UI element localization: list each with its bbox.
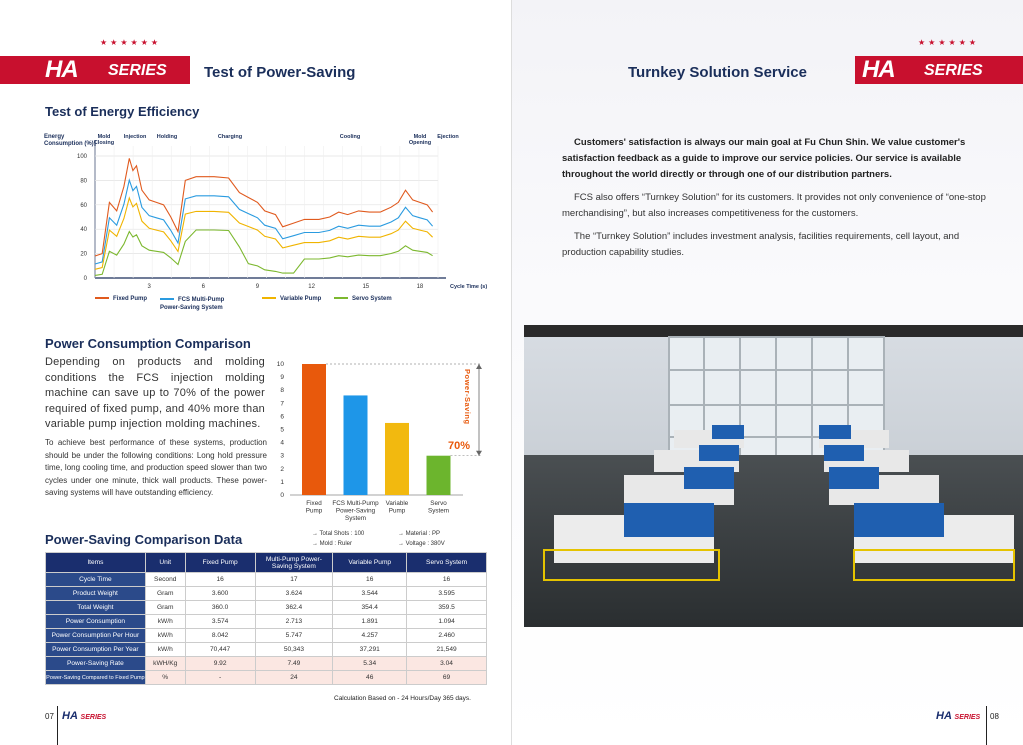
- bar-ytick: 6: [280, 413, 284, 421]
- legend-fcs: [160, 296, 240, 312]
- table-row: [46, 587, 487, 601]
- energy-ytick: 80: [80, 178, 87, 185]
- table-cell: 16: [185, 573, 255, 587]
- table-cell: Gram: [145, 587, 185, 601]
- stars-decoration-right: ★★★★★★: [918, 38, 980, 47]
- table-cell: 17: [255, 573, 333, 587]
- right-para-1: Customers' satisfaction is always our main goal at Fu Chun Shin. We value customer's satisfaction feedback as a guide to improve our service policies. Our service is available throughout the world directly or through one of our distribution partners.: [562, 137, 966, 180]
- footer-logo-ha-left: HA: [62, 710, 78, 722]
- table-cell: 4.257: [333, 629, 407, 643]
- energy-ytick: 20: [80, 251, 87, 258]
- right-page-title: Turnkey Solution Service: [628, 64, 807, 81]
- table-cell: Second: [145, 573, 185, 587]
- energy-efficiency-chart: [40, 128, 500, 313]
- power-para-1: Depending on products and molding conditions the FCS injection molding machine can save up to 70% of the power required of fixed pump, and 40% more than variable pump injection molding machines.: [45, 356, 265, 430]
- energy-phase-label-2: Opening: [408, 140, 432, 146]
- note-mold: → Mold : Ruler: [312, 541, 353, 547]
- energy-ytick: 0: [83, 276, 87, 282]
- table-row-label: Power Consumption: [46, 615, 146, 629]
- bar-category-label: System: [345, 515, 366, 522]
- energy-ytick: 100: [76, 154, 87, 160]
- energy-ytick: 40: [80, 227, 87, 234]
- bar-ytick: 4: [280, 439, 284, 447]
- table-row-label: Power Consumption Per Hour: [46, 629, 146, 643]
- table-cell: 1.094: [407, 615, 487, 629]
- table-cell: 3.600: [185, 587, 255, 601]
- energy-phase-label-2: Closing: [93, 140, 115, 146]
- energy-series-line: [95, 198, 433, 269]
- energy-phase-label: Cooling: [339, 134, 361, 140]
- legend-fcs-label: FCS Multi-Pump Power-Saving System: [160, 297, 225, 311]
- energy-xtick: 3: [147, 284, 151, 290]
- bar-annotation-label: Power-Saving: [463, 369, 472, 425]
- right-para-3: The “Turnkey Solution” includes investment analysis, facilities requirements, cell layout, and production capability studies.: [562, 231, 960, 258]
- legend-swatch-servo: [334, 297, 348, 299]
- table-cell: 3.544: [333, 587, 407, 601]
- bar-annotation-value: 70%: [447, 440, 470, 452]
- bar-ytick: 1: [280, 478, 284, 486]
- bar-3: [427, 456, 451, 495]
- table-row-label: Power-Saving Rate: [46, 657, 146, 671]
- table-cell: 1.891: [333, 615, 407, 629]
- legend-swatch-fcs: [160, 298, 174, 300]
- table-row-label: Product Weight: [46, 587, 146, 601]
- energy-xtick: 15: [362, 284, 370, 290]
- bar-ytick: 10: [276, 361, 284, 368]
- logo-ha-text-right: HA: [862, 56, 895, 83]
- page-title: Test of Power-Saving: [204, 64, 356, 81]
- bar-ytick: 5: [280, 426, 284, 434]
- table-cell: 50,343: [255, 643, 333, 657]
- table-cell: 3.624: [255, 587, 333, 601]
- energy-ytick: 60: [80, 202, 87, 209]
- table-cell: kW/h: [145, 643, 185, 657]
- bar-arrow-head-bottom: [476, 451, 482, 456]
- table-cell: 3.04: [407, 657, 487, 671]
- energy-section-title: Test of Energy Efficiency: [45, 104, 200, 119]
- energy-phase-label: Mold: [413, 134, 427, 140]
- energy-series-line: [95, 158, 433, 256]
- table-header-cell: Variable Pump: [333, 553, 407, 573]
- table-cell: 3.595: [407, 587, 487, 601]
- legend-fixed-pump: [95, 296, 147, 302]
- table-cell: %: [145, 671, 185, 685]
- right-para-2: FCS also offers “Turnkey Solution” for its customers. It provides not only convenience of “one-stop merchandising”, but also increases competitiveness for the customers.: [562, 192, 986, 219]
- logo-ha-text: HA: [45, 56, 78, 83]
- legend-swatch-fixed: [95, 297, 109, 299]
- right-page: [512, 0, 1023, 745]
- legend-variable: [262, 296, 321, 302]
- table-cell: 5.747: [255, 629, 333, 643]
- energy-ylabel-2: Consumption (%): [44, 141, 94, 147]
- table-cell: kW/h: [145, 629, 185, 643]
- note-shots: → Total Shots : 100: [312, 531, 365, 537]
- table-cell: 21,549: [407, 643, 487, 657]
- table-cell: 7.49: [255, 657, 333, 671]
- footer-logo-ha-right: HA: [936, 710, 952, 722]
- footer-logo-series-left: SERIES: [80, 714, 107, 721]
- power-para-2: To achieve best performance of these systems, production should be under the following conditions: Long hold pressure time, long cooling time, and production speed slower than two cycles under one minute, thick wall products. These power-saving systems will have outstanding efficiency.: [45, 438, 267, 497]
- table-footnote: Calculation Based on - 24 Hours/Day 365 days.: [334, 695, 471, 702]
- energy-ylabel: Energy: [44, 134, 65, 140]
- table-cell: 3.574: [185, 615, 255, 629]
- comparison-title: Power-Saving Comparison Data: [45, 532, 243, 547]
- energy-xtick: 12: [308, 284, 315, 290]
- comparison-table: [45, 552, 487, 685]
- bar-category-label: Fixed: [306, 500, 322, 507]
- table-cell: 37,291: [333, 643, 407, 657]
- factory-photo: [524, 325, 1023, 627]
- energy-phase-label: Injection: [123, 134, 147, 140]
- factory-ceiling: [524, 325, 1023, 337]
- note-material: → Material : PP: [398, 531, 441, 537]
- bar-ytick: 7: [280, 400, 284, 408]
- table-cell: kWH/Kg: [145, 657, 185, 671]
- stars-decoration: ★★★★★★: [100, 38, 162, 47]
- bar-ytick: 8: [280, 387, 284, 395]
- energy-phase-label: Ejection: [437, 134, 459, 140]
- bar-1: [344, 395, 368, 495]
- bar-category-label: Pump: [305, 507, 323, 515]
- bar-arrow-head-top: [476, 364, 482, 369]
- footer-divider-left: [57, 706, 58, 745]
- power-consumption-title: Power Consumption Comparison: [45, 336, 251, 351]
- table-row-label: Total Weight: [46, 601, 146, 615]
- table-cell: 46: [333, 671, 407, 685]
- table-header-cell: Unit: [145, 553, 185, 573]
- footer-divider-right: [986, 706, 987, 745]
- table-cell: 360.0: [185, 601, 255, 615]
- footer-logo-left: [62, 710, 106, 722]
- bar-ytick: 3: [280, 452, 284, 460]
- logo-series-text-right: SERIES: [924, 62, 983, 79]
- energy-phase-label: Holding: [156, 134, 178, 140]
- power-bar-chart: [268, 352, 500, 527]
- energy-phase-label: Charging: [217, 134, 243, 140]
- energy-series-line: [95, 180, 433, 264]
- page-number-right: 08: [990, 712, 999, 721]
- bar-2: [385, 423, 409, 495]
- note-voltage: → Voltage : 380V: [398, 541, 445, 547]
- table-header-cell: Items: [46, 553, 146, 573]
- table-row: [46, 601, 487, 615]
- table-row-label: Power-Saving Compared to Fixed Pump: [46, 671, 146, 685]
- table-cell: 359.5: [407, 601, 487, 615]
- table-cell: 2.460: [407, 629, 487, 643]
- table-cell: 69: [407, 671, 487, 685]
- bar-category-label: Power-Saving: [335, 507, 376, 515]
- table-cell: -: [185, 671, 255, 685]
- table-cell: Gram: [145, 601, 185, 615]
- table-row: [46, 671, 487, 685]
- energy-xtick: 18: [416, 284, 424, 290]
- energy-phase-label: Mold: [97, 134, 111, 140]
- bar-category-label: Servo: [430, 500, 447, 507]
- table-cell: 16: [407, 573, 487, 587]
- bar-ytick: 0: [280, 492, 284, 499]
- footer-logo-right: [936, 710, 980, 722]
- table-row-label: Cycle Time: [46, 573, 146, 587]
- table-cell: 362.4: [255, 601, 333, 615]
- table-row: [46, 629, 487, 643]
- table-cell: kW/h: [145, 615, 185, 629]
- table-row-label: Power Consumption Per Year: [46, 643, 146, 657]
- bar-ytick: 2: [280, 465, 284, 473]
- legend-fixed-label: Fixed Pump: [113, 296, 148, 302]
- table-row: [46, 657, 487, 671]
- energy-xlabel: Cycle Time (s): [450, 284, 488, 290]
- bar-ytick: 9: [280, 374, 284, 382]
- legend-servo-label: Servo System: [352, 296, 392, 302]
- footer-logo-series-right: SERIES: [954, 714, 981, 721]
- table-row: [46, 643, 487, 657]
- table-cell: 9.92: [185, 657, 255, 671]
- energy-xtick: 6: [201, 284, 205, 290]
- legend-swatch-variable: [262, 297, 276, 299]
- table-cell: 2.713: [255, 615, 333, 629]
- table-row: [46, 615, 487, 629]
- energy-xtick: 9: [255, 284, 260, 290]
- bar-category-label: System: [428, 507, 449, 515]
- legend-servo: [334, 296, 392, 302]
- table-cell: 8.042: [185, 629, 255, 643]
- table-header-row: [46, 553, 487, 573]
- table-cell: 70,447: [185, 643, 255, 657]
- logo-series-text: SERIES: [108, 62, 167, 79]
- table-cell: 354.4: [333, 601, 407, 615]
- table-header-cell: Multi-Pump Power-Saving System: [255, 553, 333, 573]
- table-cell: 16: [333, 573, 407, 587]
- table-cell: 5.34: [333, 657, 407, 671]
- bar-0: [302, 364, 326, 495]
- table-header-cell: Fixed Pump: [185, 553, 255, 573]
- table-row: [46, 573, 487, 587]
- bar-category-label: Variable: [385, 500, 409, 507]
- table-header-cell: Servo System: [407, 553, 487, 573]
- legend-variable-label: Variable Pump: [280, 296, 322, 302]
- table-cell: 24: [255, 671, 333, 685]
- bar-category-label: Pump: [388, 507, 406, 515]
- bar-category-label: FCS Multi-Pump: [332, 500, 379, 507]
- page-number-left: 07: [45, 712, 54, 721]
